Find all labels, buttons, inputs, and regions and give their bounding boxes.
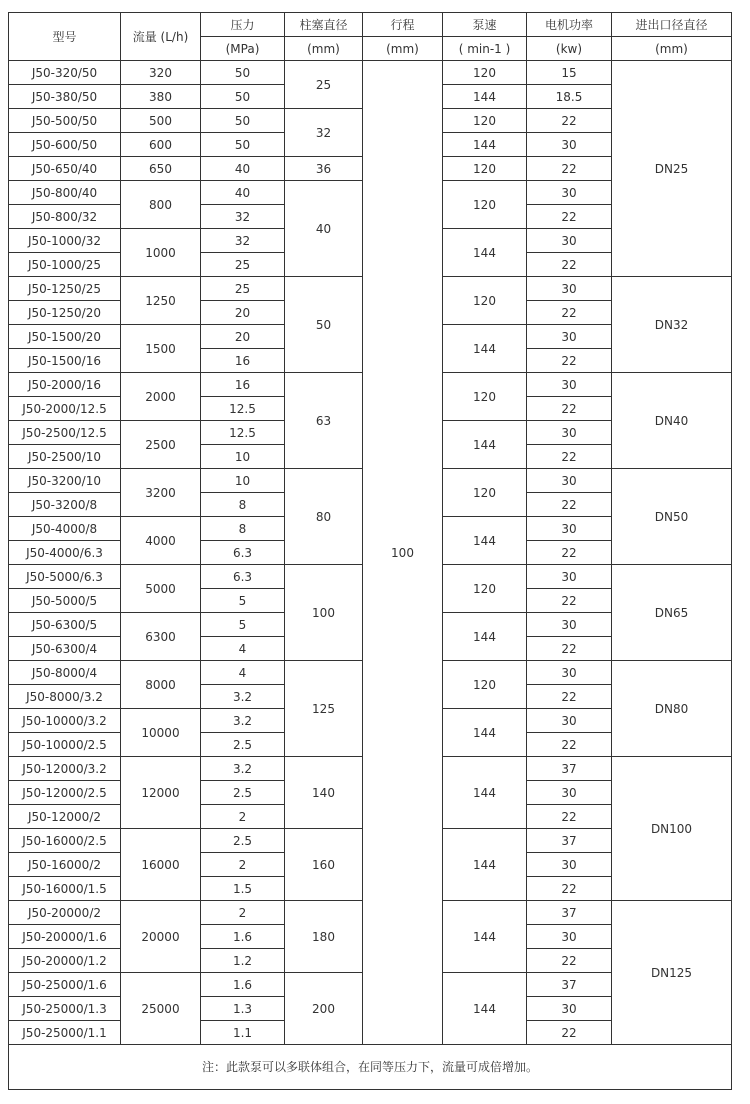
header-speed-unit: ( min-1 ) [443,37,527,61]
speed-cell: 120 [443,661,527,709]
header-row [9,13,732,37]
model-cell: J50-1500/16 [9,349,121,373]
power-cell: 30 [527,781,612,805]
flow-cell: 320 [121,61,201,85]
speed-cell: 120 [443,181,527,229]
plunger-cell: 180 [285,901,363,973]
header-plunger-unit: (mm) [285,37,363,61]
model-cell: J50-12000/2 [9,805,121,829]
model-cell: J50-2000/12.5 [9,397,121,421]
model-cell: J50-2500/10 [9,445,121,469]
plunger-cell: 40 [285,181,363,277]
flow-cell: 650 [121,157,201,181]
port-cell: DN65 [612,565,732,661]
speed-cell: 144 [443,325,527,373]
flow-cell: 3200 [121,469,201,517]
model-cell: J50-320/50 [9,61,121,85]
power-cell: 30 [527,229,612,253]
power-cell: 22 [527,349,612,373]
flow-cell: 25000 [121,973,201,1045]
flow-cell: 380 [121,85,201,109]
model-cell: J50-1500/20 [9,325,121,349]
model-cell: J50-5000/5 [9,589,121,613]
speed-cell: 144 [443,757,527,829]
table-row [9,61,732,85]
pressure-cell: 16 [201,349,285,373]
pressure-cell: 1.2 [201,949,285,973]
pressure-cell: 6.3 [201,565,285,589]
plunger-cell: 160 [285,829,363,901]
power-cell: 37 [527,901,612,925]
power-cell: 22 [527,589,612,613]
port-cell: DN50 [612,469,732,565]
pressure-cell: 5 [201,613,285,637]
footnote: 注：此款泵可以多联体组合，在同等压力下，流量可成倍增加。 [9,1045,732,1090]
port-cell: DN125 [612,901,732,1045]
pressure-cell: 25 [201,277,285,301]
speed-cell: 120 [443,277,527,325]
model-cell: J50-8000/4 [9,661,121,685]
model-cell: J50-20000/1.2 [9,949,121,973]
plunger-cell: 125 [285,661,363,757]
power-cell: 30 [527,277,612,301]
header-port-unit: (mm) [612,37,732,61]
pressure-cell: 3.2 [201,685,285,709]
stroke-cell: 100 [363,61,443,1045]
flow-cell: 4000 [121,517,201,565]
plunger-cell: 50 [285,277,363,373]
model-cell: J50-500/50 [9,109,121,133]
model-cell: J50-1000/32 [9,229,121,253]
power-cell: 22 [527,733,612,757]
pressure-cell: 32 [201,229,285,253]
pressure-cell: 40 [201,157,285,181]
flow-cell: 800 [121,181,201,229]
pressure-cell: 20 [201,301,285,325]
flow-cell: 2500 [121,421,201,469]
pressure-cell: 50 [201,109,285,133]
flow-cell: 500 [121,109,201,133]
power-cell: 37 [527,757,612,781]
port-cell: DN100 [612,757,732,901]
pressure-cell: 2.5 [201,829,285,853]
speed-cell: 144 [443,133,527,157]
port-cell: DN25 [612,61,732,277]
header-power: 电机功率 [527,13,612,37]
port-cell: DN32 [612,277,732,373]
power-cell: 22 [527,445,612,469]
model-cell: J50-5000/6.3 [9,565,121,589]
header-port: 进出口径直径 [612,13,732,37]
model-cell: J50-6300/5 [9,613,121,637]
pressure-cell: 3.2 [201,709,285,733]
model-cell: J50-2000/16 [9,373,121,397]
power-cell: 37 [527,829,612,853]
pressure-cell: 50 [201,133,285,157]
power-cell: 30 [527,661,612,685]
model-cell: J50-2500/12.5 [9,421,121,445]
speed-cell: 120 [443,61,527,85]
note-row [9,1045,732,1090]
model-cell: J50-10000/3.2 [9,709,121,733]
power-cell: 22 [527,301,612,325]
model-cell: J50-25000/1.6 [9,973,121,997]
model-cell: J50-380/50 [9,85,121,109]
table-wrapper [8,12,732,1090]
speed-cell: 120 [443,109,527,133]
pressure-cell: 2.5 [201,733,285,757]
speed-cell: 144 [443,709,527,757]
pressure-cell: 1.3 [201,997,285,1021]
pressure-cell: 2 [201,805,285,829]
flow-cell: 5000 [121,565,201,613]
model-cell: J50-10000/2.5 [9,733,121,757]
flow-cell: 16000 [121,829,201,901]
plunger-cell: 25 [285,61,363,109]
model-cell: J50-3200/8 [9,493,121,517]
pressure-cell: 1.6 [201,925,285,949]
pressure-cell: 50 [201,85,285,109]
power-cell: 30 [527,421,612,445]
power-cell: 22 [527,109,612,133]
model-cell: J50-4000/6.3 [9,541,121,565]
speed-cell: 144 [443,85,527,109]
power-cell: 30 [527,181,612,205]
plunger-cell: 80 [285,469,363,565]
model-cell: J50-16000/2.5 [9,829,121,853]
plunger-cell: 32 [285,109,363,157]
power-cell: 30 [527,613,612,637]
pressure-cell: 2 [201,901,285,925]
speed-cell: 120 [443,373,527,421]
model-cell: J50-1000/25 [9,253,121,277]
power-cell: 15 [527,61,612,85]
pressure-cell: 16 [201,373,285,397]
model-cell: J50-20000/2 [9,901,121,925]
pressure-cell: 1.6 [201,973,285,997]
model-cell: J50-6300/4 [9,637,121,661]
power-cell: 30 [527,517,612,541]
pressure-cell: 20 [201,325,285,349]
power-cell: 30 [527,373,612,397]
header-pressure-unit: (MPa) [201,37,285,61]
plunger-cell: 100 [285,565,363,661]
model-cell: J50-25000/1.3 [9,997,121,1021]
flow-cell: 12000 [121,757,201,829]
power-cell: 22 [527,157,612,181]
header-model: 型号 [9,13,121,61]
header-flow: 流量 (L/h) [121,13,201,61]
model-cell: J50-1250/20 [9,301,121,325]
pressure-cell: 25 [201,253,285,277]
flow-cell: 20000 [121,901,201,973]
power-cell: 30 [527,709,612,733]
model-cell: J50-12000/3.2 [9,757,121,781]
pressure-cell: 5 [201,589,285,613]
speed-cell: 144 [443,829,527,901]
speed-cell: 120 [443,565,527,613]
port-cell: DN80 [612,661,732,757]
power-cell: 18.5 [527,85,612,109]
pressure-cell: 4 [201,661,285,685]
pressure-cell: 10 [201,469,285,493]
pressure-cell: 40 [201,181,285,205]
spec-table [8,12,732,1090]
model-cell: J50-12000/2.5 [9,781,121,805]
pressure-cell: 3.2 [201,757,285,781]
header-pressure: 压力 [201,13,285,37]
model-cell: J50-600/50 [9,133,121,157]
power-cell: 30 [527,469,612,493]
flow-cell: 10000 [121,709,201,757]
model-cell: J50-16000/2 [9,853,121,877]
header-power-unit: (kw) [527,37,612,61]
header-speed: 泵速 [443,13,527,37]
power-cell: 30 [527,565,612,589]
power-cell: 22 [527,493,612,517]
power-cell: 22 [527,397,612,421]
power-cell: 22 [527,949,612,973]
plunger-cell: 200 [285,973,363,1045]
model-cell: J50-800/32 [9,205,121,229]
speed-cell: 120 [443,469,527,517]
pressure-cell: 1.1 [201,1021,285,1045]
pressure-cell: 2.5 [201,781,285,805]
power-cell: 30 [527,133,612,157]
speed-cell: 120 [443,157,527,181]
header-stroke: 行程 [363,13,443,37]
model-cell: J50-25000/1.1 [9,1021,121,1045]
speed-cell: 144 [443,613,527,661]
power-cell: 37 [527,973,612,997]
flow-cell: 6300 [121,613,201,661]
plunger-cell: 36 [285,157,363,181]
power-cell: 30 [527,925,612,949]
port-cell: DN40 [612,373,732,469]
flow-cell: 1500 [121,325,201,373]
header-plunger: 柱塞直径 [285,13,363,37]
header-stroke-unit: (mm) [363,37,443,61]
model-cell: J50-1250/25 [9,277,121,301]
pressure-cell: 1.5 [201,877,285,901]
model-cell: J50-8000/3.2 [9,685,121,709]
power-cell: 22 [527,685,612,709]
pressure-cell: 10 [201,445,285,469]
speed-cell: 144 [443,901,527,973]
flow-cell: 2000 [121,373,201,421]
speed-cell: 144 [443,421,527,469]
model-cell: J50-16000/1.5 [9,877,121,901]
power-cell: 22 [527,805,612,829]
pressure-cell: 8 [201,493,285,517]
spec-table-body [9,13,732,1090]
power-cell: 22 [527,877,612,901]
pressure-cell: 4 [201,637,285,661]
power-cell: 22 [527,253,612,277]
flow-cell: 1000 [121,229,201,277]
power-cell: 30 [527,325,612,349]
pressure-cell: 8 [201,517,285,541]
model-cell: J50-3200/10 [9,469,121,493]
model-cell: J50-4000/8 [9,517,121,541]
speed-cell: 144 [443,229,527,277]
power-cell: 22 [527,205,612,229]
speed-cell: 144 [443,517,527,565]
pressure-cell: 32 [201,205,285,229]
speed-cell: 144 [443,973,527,1045]
power-cell: 22 [527,541,612,565]
plunger-cell: 63 [285,373,363,469]
power-cell: 22 [527,637,612,661]
pressure-cell: 2 [201,853,285,877]
pressure-cell: 6.3 [201,541,285,565]
power-cell: 30 [527,997,612,1021]
pressure-cell: 12.5 [201,421,285,445]
model-cell: J50-20000/1.6 [9,925,121,949]
power-cell: 30 [527,853,612,877]
pressure-cell: 12.5 [201,397,285,421]
flow-cell: 8000 [121,661,201,709]
pressure-cell: 50 [201,61,285,85]
power-cell: 22 [527,1021,612,1045]
flow-cell: 1250 [121,277,201,325]
flow-cell: 600 [121,133,201,157]
plunger-cell: 140 [285,757,363,829]
model-cell: J50-650/40 [9,157,121,181]
model-cell: J50-800/40 [9,181,121,205]
